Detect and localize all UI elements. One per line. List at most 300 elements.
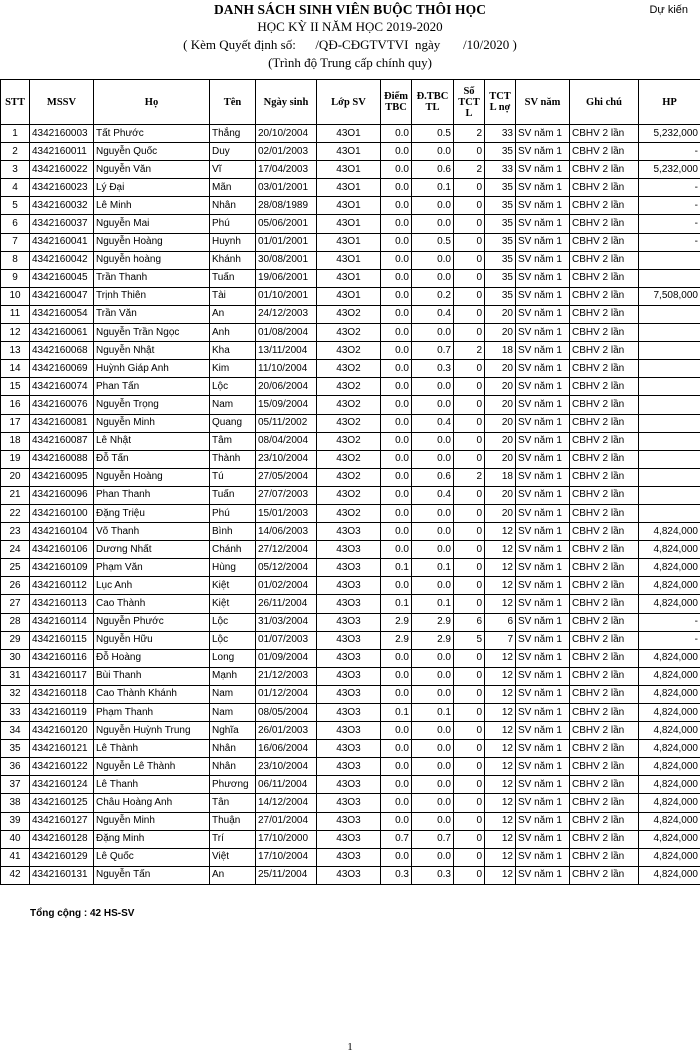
cell-so-tctl: 6 (454, 613, 485, 631)
table-row (1, 704, 700, 722)
cell-lop-sv: 43O2 (317, 305, 381, 323)
cell-lop-sv: 43O1 (317, 161, 381, 179)
cell-stt: 14 (1, 360, 30, 378)
cell-ho: Nguyễn Hoàng (94, 233, 210, 251)
cell-lop-sv: 43O1 (317, 197, 381, 215)
cell-so-tctl: 0 (454, 740, 485, 758)
cell-hp: - (639, 197, 700, 215)
cell-so-tctl: 0 (454, 704, 485, 722)
cell-mssv: 4342160074 (30, 378, 94, 396)
cell-ghi-chu: CBHV 2 lần (570, 468, 639, 486)
cell-ghi-chu: CBHV 2 lần (570, 740, 639, 758)
cell-dtbc-tl: 0.2 (412, 287, 454, 305)
cell-sv-nam: SV năm 1 (516, 378, 570, 396)
cell-hp: - (639, 179, 700, 197)
cell-so-tctl: 0 (454, 685, 485, 703)
cell-mssv: 4342160054 (30, 305, 94, 323)
cell-hp: 4,824,000 (639, 722, 700, 740)
cell-ten: Nhân (210, 758, 256, 776)
cell-tctl-no: 20 (485, 396, 516, 414)
cell-ho: Nguyễn Mai (94, 215, 210, 233)
cell-ho: Đỗ Hoàng (94, 649, 210, 667)
cell-stt: 33 (1, 704, 30, 722)
cell-so-tctl: 0 (454, 360, 485, 378)
cell-lop-sv: 43O3 (317, 704, 381, 722)
cell-hp: - (639, 613, 700, 631)
student-table (0, 79, 700, 885)
cell-sv-nam: SV năm 1 (516, 722, 570, 740)
cell-diem-tbc: 0.0 (381, 287, 412, 305)
cell-sv-nam: SV năm 1 (516, 161, 570, 179)
cell-ngay-sinh: 06/11/2004 (256, 776, 317, 794)
cell-hp: 4,824,000 (639, 758, 700, 776)
cell-dtbc-tl: 0.6 (412, 468, 454, 486)
cell-ten: Bình (210, 523, 256, 541)
cell-ngay-sinh: 15/09/2004 (256, 396, 317, 414)
cell-so-tctl: 0 (454, 396, 485, 414)
cell-diem-tbc: 0.0 (381, 197, 412, 215)
cell-sv-nam: SV năm 1 (516, 848, 570, 866)
table-row (1, 758, 700, 776)
cell-tctl-no: 12 (485, 722, 516, 740)
cell-tctl-no: 18 (485, 342, 516, 360)
cell-hp: - (639, 143, 700, 161)
cell-hp (639, 305, 700, 323)
cell-diem-tbc: 0.0 (381, 541, 412, 559)
cell-ho: Nguyễn Phước (94, 613, 210, 631)
cell-diem-tbc: 2.9 (381, 631, 412, 649)
cell-mssv: 4342160109 (30, 559, 94, 577)
cell-so-tctl: 0 (454, 649, 485, 667)
draft-label: Dự kiến (649, 4, 688, 16)
table-row (1, 812, 700, 830)
cell-ten: Kiệt (210, 595, 256, 613)
cell-ghi-chu: CBHV 2 lần (570, 414, 639, 432)
table-row (1, 722, 700, 740)
cell-so-tctl: 0 (454, 577, 485, 595)
cell-tctl-no: 6 (485, 613, 516, 631)
cell-ten: Nam (210, 704, 256, 722)
cell-ten: Mạnh (210, 667, 256, 685)
cell-diem-tbc: 0.0 (381, 305, 412, 323)
cell-sv-nam: SV năm 1 (516, 468, 570, 486)
cell-stt: 42 (1, 866, 30, 884)
table-row (1, 740, 700, 758)
cell-mssv: 4342160042 (30, 251, 94, 269)
cell-sv-nam: SV năm 1 (516, 685, 570, 703)
col-sv-nam: SV năm (516, 80, 570, 125)
cell-so-tctl: 0 (454, 450, 485, 468)
table-row (1, 251, 700, 269)
cell-so-tctl: 0 (454, 305, 485, 323)
cell-so-tctl: 0 (454, 269, 485, 287)
cell-tctl-no: 20 (485, 378, 516, 396)
cell-stt: 37 (1, 776, 30, 794)
col-stt: STT (1, 80, 30, 125)
table-row (1, 342, 700, 360)
cell-mssv: 4342160120 (30, 722, 94, 740)
cell-tctl-no: 35 (485, 179, 516, 197)
cell-stt: 27 (1, 595, 30, 613)
cell-ghi-chu: CBHV 2 lần (570, 486, 639, 504)
cell-ten: Lộc (210, 613, 256, 631)
cell-ten: Vĩ (210, 161, 256, 179)
cell-diem-tbc: 0.0 (381, 233, 412, 251)
cell-sv-nam: SV năm 1 (516, 541, 570, 559)
cell-hp: 4,824,000 (639, 667, 700, 685)
cell-sv-nam: SV năm 1 (516, 794, 570, 812)
cell-ten: Tân (210, 794, 256, 812)
cell-ten: Mãn (210, 179, 256, 197)
cell-hp (639, 251, 700, 269)
cell-ho: Nguyễn Nhật (94, 342, 210, 360)
cell-ten: Việt (210, 848, 256, 866)
cell-ho: Nguyễn Hoàng (94, 468, 210, 486)
cell-tctl-no: 12 (485, 866, 516, 884)
cell-ngay-sinh: 27/01/2004 (256, 812, 317, 830)
table-row (1, 432, 700, 450)
cell-diem-tbc: 0.0 (381, 269, 412, 287)
cell-ten: Huynh (210, 233, 256, 251)
cell-sv-nam: SV năm 1 (516, 215, 570, 233)
cell-ngay-sinh: 23/10/2004 (256, 758, 317, 776)
cell-sv-nam: SV năm 1 (516, 704, 570, 722)
cell-tctl-no: 12 (485, 830, 516, 848)
cell-hp: 5,232,000 (639, 161, 700, 179)
cell-ten: Lộc (210, 378, 256, 396)
cell-tctl-no: 12 (485, 559, 516, 577)
cell-so-tctl: 0 (454, 432, 485, 450)
cell-lop-sv: 43O1 (317, 179, 381, 197)
cell-lop-sv: 43O1 (317, 143, 381, 161)
cell-ho: Lê Thành (94, 740, 210, 758)
cell-tctl-no: 12 (485, 848, 516, 866)
cell-so-tctl: 0 (454, 197, 485, 215)
cell-ten: Kiệt (210, 577, 256, 595)
cell-ten: Nghĩa (210, 722, 256, 740)
cell-stt: 24 (1, 541, 30, 559)
table-row (1, 324, 700, 342)
cell-stt: 21 (1, 486, 30, 504)
cell-lop-sv: 43O3 (317, 595, 381, 613)
cell-ngay-sinh: 19/06/2001 (256, 269, 317, 287)
cell-hp: 4,824,000 (639, 559, 700, 577)
cell-hp (639, 450, 700, 468)
cell-ngay-sinh: 25/11/2004 (256, 866, 317, 884)
cell-dtbc-tl: 0.1 (412, 559, 454, 577)
cell-dtbc-tl: 0.0 (412, 143, 454, 161)
cell-ten: Thành (210, 450, 256, 468)
cell-lop-sv: 43O3 (317, 830, 381, 848)
table-row (1, 125, 700, 143)
cell-hp: 5,232,000 (639, 125, 700, 143)
table-row (1, 830, 700, 848)
cell-so-tctl: 0 (454, 287, 485, 305)
cell-sv-nam: SV năm 1 (516, 143, 570, 161)
cell-sv-nam: SV năm 1 (516, 667, 570, 685)
cell-lop-sv: 43O1 (317, 125, 381, 143)
cell-tctl-no: 12 (485, 776, 516, 794)
cell-mssv: 4342160041 (30, 233, 94, 251)
cell-ten: Tuấn (210, 486, 256, 504)
cell-diem-tbc: 0.3 (381, 866, 412, 884)
cell-ghi-chu: CBHV 2 lần (570, 324, 639, 342)
cell-ghi-chu: CBHV 2 lần (570, 504, 639, 522)
cell-so-tctl: 0 (454, 233, 485, 251)
cell-sv-nam: SV năm 1 (516, 450, 570, 468)
cell-lop-sv: 43O2 (317, 342, 381, 360)
cell-hp (639, 432, 700, 450)
cell-tctl-no: 12 (485, 704, 516, 722)
cell-stt: 38 (1, 794, 30, 812)
cell-so-tctl: 0 (454, 667, 485, 685)
cell-diem-tbc: 0.0 (381, 432, 412, 450)
cell-diem-tbc: 0.0 (381, 125, 412, 143)
cell-tctl-no: 35 (485, 233, 516, 251)
cell-hp (639, 396, 700, 414)
table-row (1, 269, 700, 287)
cell-stt: 25 (1, 559, 30, 577)
cell-diem-tbc: 0.0 (381, 740, 412, 758)
cell-ghi-chu: CBHV 2 lần (570, 342, 639, 360)
cell-so-tctl: 0 (454, 523, 485, 541)
cell-ghi-chu: CBHV 2 lần (570, 396, 639, 414)
cell-hp (639, 342, 700, 360)
table-row (1, 468, 700, 486)
cell-ho: Nguyễn Trần Ngọc (94, 324, 210, 342)
cell-mssv: 4342160100 (30, 504, 94, 522)
cell-ten: Duy (210, 143, 256, 161)
cell-sv-nam: SV năm 1 (516, 559, 570, 577)
cell-so-tctl: 0 (454, 559, 485, 577)
cell-diem-tbc: 0.0 (381, 468, 412, 486)
cell-ngay-sinh: 14/12/2004 (256, 794, 317, 812)
cell-tctl-no: 35 (485, 251, 516, 269)
cell-dtbc-tl: 0.0 (412, 541, 454, 559)
table-row (1, 414, 700, 432)
cell-mssv: 4342160096 (30, 486, 94, 504)
cell-mssv: 4342160121 (30, 740, 94, 758)
cell-hp: 4,824,000 (639, 866, 700, 884)
cell-mssv: 4342160069 (30, 360, 94, 378)
cell-lop-sv: 43O3 (317, 613, 381, 631)
cell-stt: 1 (1, 125, 30, 143)
cell-tctl-no: 20 (485, 504, 516, 522)
cell-hp (639, 486, 700, 504)
cell-dtbc-tl: 0.0 (412, 649, 454, 667)
cell-tctl-no: 12 (485, 812, 516, 830)
cell-mssv: 4342160068 (30, 342, 94, 360)
cell-diem-tbc: 0.0 (381, 486, 412, 504)
cell-mssv: 4342160081 (30, 414, 94, 432)
cell-stt: 26 (1, 577, 30, 595)
cell-diem-tbc: 0.0 (381, 360, 412, 378)
cell-ho: Tất Phước (94, 125, 210, 143)
cell-ghi-chu: CBHV 2 lần (570, 758, 639, 776)
cell-ho: Lê Thanh (94, 776, 210, 794)
cell-ho: Cao Thành (94, 595, 210, 613)
cell-ngay-sinh: 16/06/2004 (256, 740, 317, 758)
cell-mssv: 4342160122 (30, 758, 94, 776)
cell-ghi-chu: CBHV 2 lần (570, 269, 639, 287)
cell-stt: 40 (1, 830, 30, 848)
cell-so-tctl: 0 (454, 776, 485, 794)
col-ngay-sinh: Ngày sinh (256, 80, 317, 125)
cell-dtbc-tl: 2.9 (412, 631, 454, 649)
cell-lop-sv: 43O1 (317, 233, 381, 251)
cell-dtbc-tl: 0.0 (412, 450, 454, 468)
cell-diem-tbc: 0.0 (381, 649, 412, 667)
cell-ten: Quang (210, 414, 256, 432)
cell-diem-tbc: 0.0 (381, 396, 412, 414)
cell-diem-tbc: 0.0 (381, 577, 412, 595)
cell-mssv: 4342160113 (30, 595, 94, 613)
cell-stt: 28 (1, 613, 30, 631)
cell-so-tctl: 0 (454, 251, 485, 269)
cell-stt: 23 (1, 523, 30, 541)
cell-dtbc-tl: 0.1 (412, 704, 454, 722)
cell-diem-tbc: 0.0 (381, 758, 412, 776)
cell-hp (639, 269, 700, 287)
cell-dtbc-tl: 0.0 (412, 215, 454, 233)
cell-ho: Nguyễn Tấn (94, 866, 210, 884)
cell-ho: Lê Quốc (94, 848, 210, 866)
cell-tctl-no: 33 (485, 125, 516, 143)
cell-diem-tbc: 0.0 (381, 251, 412, 269)
cell-diem-tbc: 0.0 (381, 504, 412, 522)
cell-ghi-chu: CBHV 2 lần (570, 432, 639, 450)
cell-so-tctl: 0 (454, 595, 485, 613)
cell-ghi-chu: CBHV 2 lần (570, 866, 639, 884)
cell-mssv: 4342160047 (30, 287, 94, 305)
cell-ghi-chu: CBHV 2 lần (570, 179, 639, 197)
cell-dtbc-tl: 0.0 (412, 776, 454, 794)
cell-ten: Nhân (210, 740, 256, 758)
cell-sv-nam: SV năm 1 (516, 360, 570, 378)
cell-lop-sv: 43O1 (317, 269, 381, 287)
cell-ten: Hùng (210, 559, 256, 577)
cell-ho: Lê Minh (94, 197, 210, 215)
cell-so-tctl: 5 (454, 631, 485, 649)
cell-lop-sv: 43O3 (317, 577, 381, 595)
cell-dtbc-tl: 0.5 (412, 125, 454, 143)
cell-dtbc-tl: 0.5 (412, 233, 454, 251)
cell-ho: Châu Hoàng Anh (94, 794, 210, 812)
cell-stt: 22 (1, 504, 30, 522)
cell-ngay-sinh: 31/03/2004 (256, 613, 317, 631)
cell-hp: 4,824,000 (639, 595, 700, 613)
cell-sv-nam: SV năm 1 (516, 251, 570, 269)
cell-so-tctl: 2 (454, 468, 485, 486)
cell-tctl-no: 35 (485, 215, 516, 233)
cell-tctl-no: 20 (485, 432, 516, 450)
cell-ten: Tú (210, 468, 256, 486)
cell-ten: Nam (210, 396, 256, 414)
cell-lop-sv: 43O1 (317, 215, 381, 233)
cell-ghi-chu: CBHV 2 lần (570, 450, 639, 468)
cell-mssv: 4342160116 (30, 649, 94, 667)
cell-ho: Phạm Văn (94, 559, 210, 577)
cell-ngay-sinh: 01/02/2004 (256, 577, 317, 595)
col-mssv: MSSV (30, 80, 94, 125)
cell-ngay-sinh: 26/01/2003 (256, 722, 317, 740)
cell-ten: Tuấn (210, 269, 256, 287)
cell-hp: 4,824,000 (639, 577, 700, 595)
cell-ten: Tâm (210, 432, 256, 450)
cell-sv-nam: SV năm 1 (516, 197, 570, 215)
table-row (1, 179, 700, 197)
cell-ngay-sinh: 05/11/2002 (256, 414, 317, 432)
table-row (1, 685, 700, 703)
cell-diem-tbc: 0.0 (381, 722, 412, 740)
cell-lop-sv: 43O3 (317, 649, 381, 667)
cell-so-tctl: 0 (454, 830, 485, 848)
cell-stt: 34 (1, 722, 30, 740)
cell-ten: Lộc (210, 631, 256, 649)
cell-stt: 15 (1, 378, 30, 396)
cell-ghi-chu: CBHV 2 lần (570, 197, 639, 215)
cell-stt: 8 (1, 251, 30, 269)
table-row (1, 848, 700, 866)
cell-sv-nam: SV năm 1 (516, 233, 570, 251)
cell-lop-sv: 43O3 (317, 523, 381, 541)
cell-hp: 4,824,000 (639, 812, 700, 830)
page-number: 1 (347, 1041, 353, 1053)
cell-ho: Huỳnh Giáp Anh (94, 360, 210, 378)
cell-ngay-sinh: 17/10/2004 (256, 848, 317, 866)
cell-dtbc-tl: 0.7 (412, 342, 454, 360)
cell-lop-sv: 43O3 (317, 667, 381, 685)
cell-so-tctl: 2 (454, 161, 485, 179)
cell-stt: 29 (1, 631, 30, 649)
cell-mssv: 4342160087 (30, 432, 94, 450)
cell-mssv: 4342160119 (30, 704, 94, 722)
cell-tctl-no: 12 (485, 758, 516, 776)
cell-diem-tbc: 0.1 (381, 559, 412, 577)
cell-ten: An (210, 305, 256, 323)
table-row (1, 305, 700, 323)
cell-lop-sv: 43O2 (317, 432, 381, 450)
cell-dtbc-tl: 0.0 (412, 848, 454, 866)
col-lop-sv: Lớp SV (317, 80, 381, 125)
cell-tctl-no: 35 (485, 197, 516, 215)
cell-lop-sv: 43O2 (317, 378, 381, 396)
cell-ngay-sinh: 27/12/2004 (256, 541, 317, 559)
cell-mssv: 4342160023 (30, 179, 94, 197)
cell-so-tctl: 0 (454, 722, 485, 740)
cell-ngay-sinh: 17/04/2003 (256, 161, 317, 179)
cell-diem-tbc: 0.7 (381, 830, 412, 848)
cell-sv-nam: SV năm 1 (516, 649, 570, 667)
cell-dtbc-tl: 0.3 (412, 360, 454, 378)
cell-lop-sv: 43O1 (317, 251, 381, 269)
cell-diem-tbc: 0.0 (381, 215, 412, 233)
table-row (1, 667, 700, 685)
cell-hp: 4,824,000 (639, 848, 700, 866)
cell-ghi-chu: CBHV 2 lần (570, 143, 639, 161)
cell-ten: Nhân (210, 197, 256, 215)
cell-tctl-no: 12 (485, 794, 516, 812)
table-row (1, 161, 700, 179)
cell-ngay-sinh: 05/12/2004 (256, 559, 317, 577)
cell-stt: 30 (1, 649, 30, 667)
table-row (1, 378, 700, 396)
cell-so-tctl: 0 (454, 794, 485, 812)
cell-dtbc-tl: 0.0 (412, 685, 454, 703)
cell-lop-sv: 43O3 (317, 848, 381, 866)
col-ho: Họ (94, 80, 210, 125)
cell-hp: 4,824,000 (639, 830, 700, 848)
